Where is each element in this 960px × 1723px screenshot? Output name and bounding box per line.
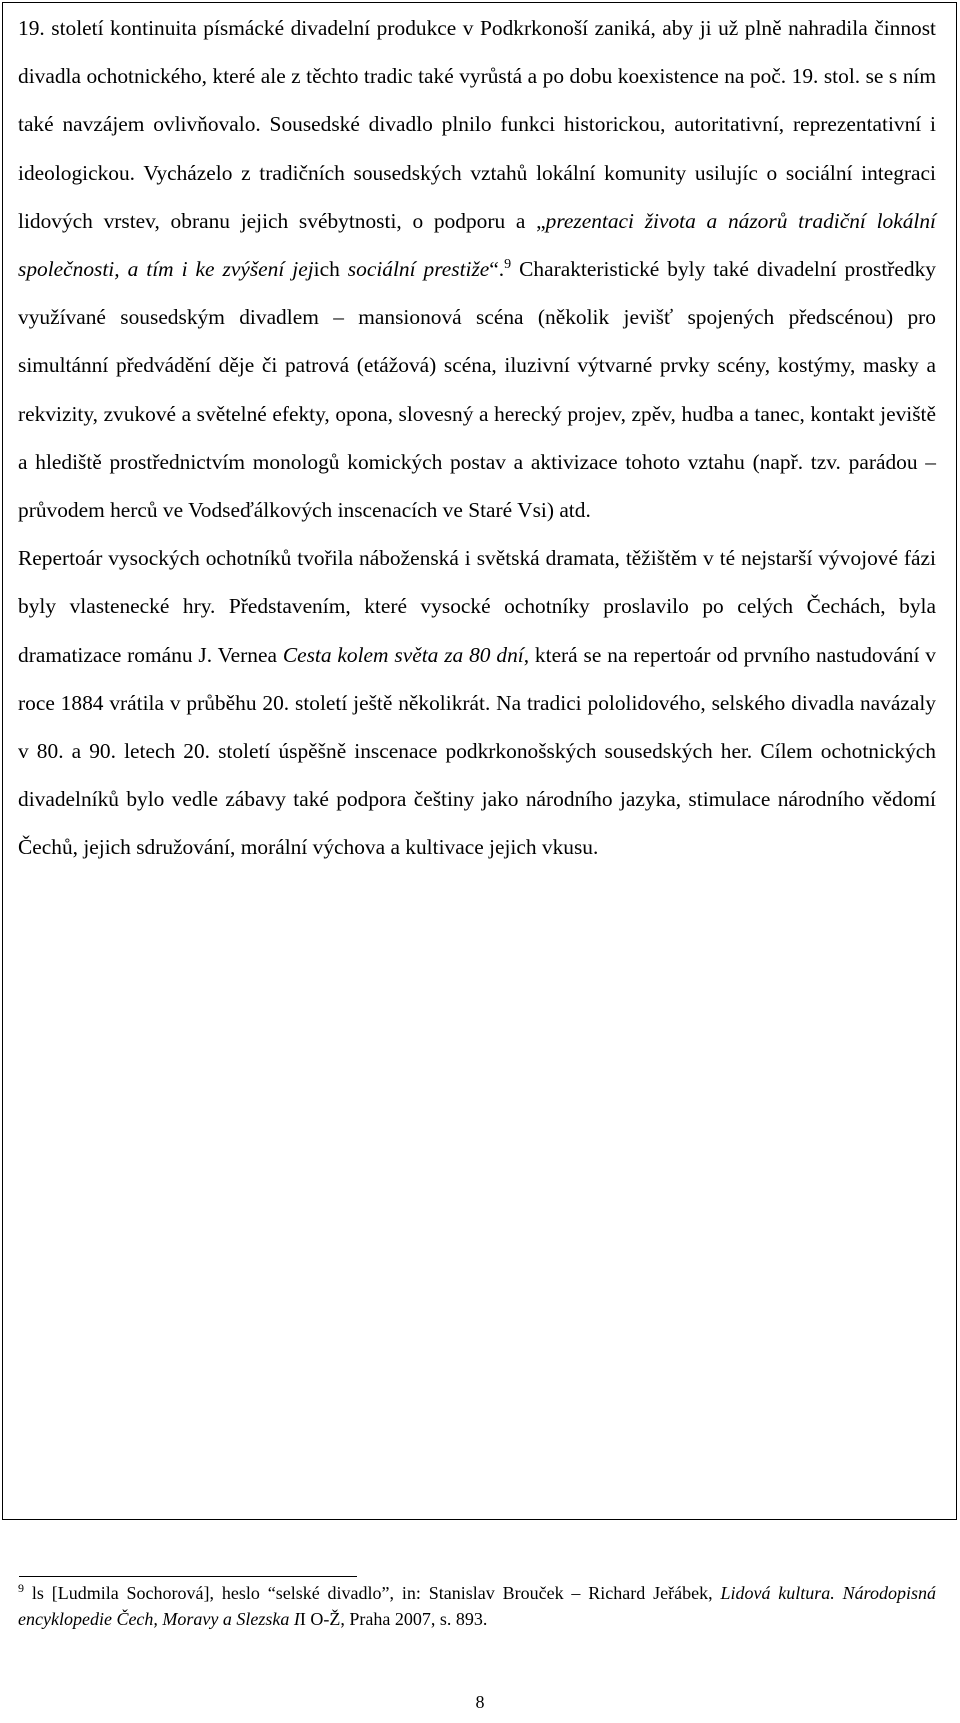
footnote-title: Lidová kultura. Národopisná encyklopedie Čech, Moravy a Slezska I — [18, 1583, 936, 1629]
quote-upright-fragment: ich — [313, 257, 340, 282]
page-number: 8 — [475, 1692, 485, 1712]
main-text — [18, 4, 936, 872]
footnote-separator — [19, 1576, 357, 1577]
paragraph-1 — [18, 4, 936, 534]
paragraph-1-part-1: 19. století kontinuita písmácké divadelní produkce v Podkrkonoší zaniká, aby ji už plně nahradila činnost divadla ochotnického, které ale z těchto tradic také vyrůstá a po dobu koexistence na poč. 19. stol. se s ním také navzájem ovlivňovalo. Sousedské divadlo plnilo funkci historickou, autoritativní, reprezentativní i ideologickou. Vycházelo z tradičních sousedských vztahů lokální komunity usilujíc o sociální integraci lidových vrstev, obranu jejich svébytnosti, o podporu a „ — [18, 16, 936, 233]
quote-italic-b: sociální prestiže — [339, 257, 490, 282]
paragraph-2 — [18, 534, 936, 871]
footnote-part-1: ls [Ludmila Sochorová], heslo “selské divadlo”, in: Stanislav Brouček – Richard Jeřábek, — [24, 1583, 721, 1603]
footnote — [18, 1580, 936, 1632]
novel-title: Cesta kolem světa za 80 dní — [282, 642, 524, 667]
paragraph-2-part-1: Repertoár vysockých ochotníků tvořila náboženská i světská dramata, těžištěm v té nejstarší vývojové fázi byly vlastenecké hry. Představením, které vysocké ochotníky proslavilo po celých Čechách, byla dramatizace románu J. Vernea — [18, 546, 936, 667]
footnote-part-2: I O-Ž, Praha 2007, s. 893. — [299, 1609, 488, 1629]
quote-close: “. — [489, 257, 505, 282]
quote-italic-a: prezentaci života a názorů tradiční lokální společnosti, a tím i ke zvýšení jej — [18, 208, 936, 282]
paragraph-1-part-2: Charakteristické byly také divadelní prostředky využívané sousedským divadlem – mansionová scéna (několik jevišť spojených předscénou) pro simultánní předvádění děje či patrová (etážová) scéna, iluzivní výtvarné prvky scény, kostýmy, masky a rekvizity, zvukové a světelné efekty, opona, slovesný a herecký projev, zpěv, hudba a tanec, kontakt jeviště a hlediště prostřednictvím monologů komických postav a aktivizace tohoto vztahu (např. tzv. parádou – průvodem herců ve Vodseďálkových inscenacích ve Staré Vsi) atd. — [18, 257, 936, 523]
footnote-number: 9 — [18, 1581, 24, 1595]
paragraph-2-part-2: , která se na repertoár od prvního nastudování v roce 1884 vrátila v průběhu 20. století ještě několikrát. Na tradici pololidového, selského divadla navázaly v 80. a 90. letech 20. století úspěšně inscenace podkrkonošských sousedských her. Cílem ochotnických divadelníků bylo vedle zábavy také podpora češtiny jako národního jazyka, stimulace národního vědomí Čechů, jejich sdružování, morální výchova a kultivace jejich vkusu. — [18, 642, 937, 860]
footnote-reference[interactable]: 9 — [504, 256, 512, 272]
